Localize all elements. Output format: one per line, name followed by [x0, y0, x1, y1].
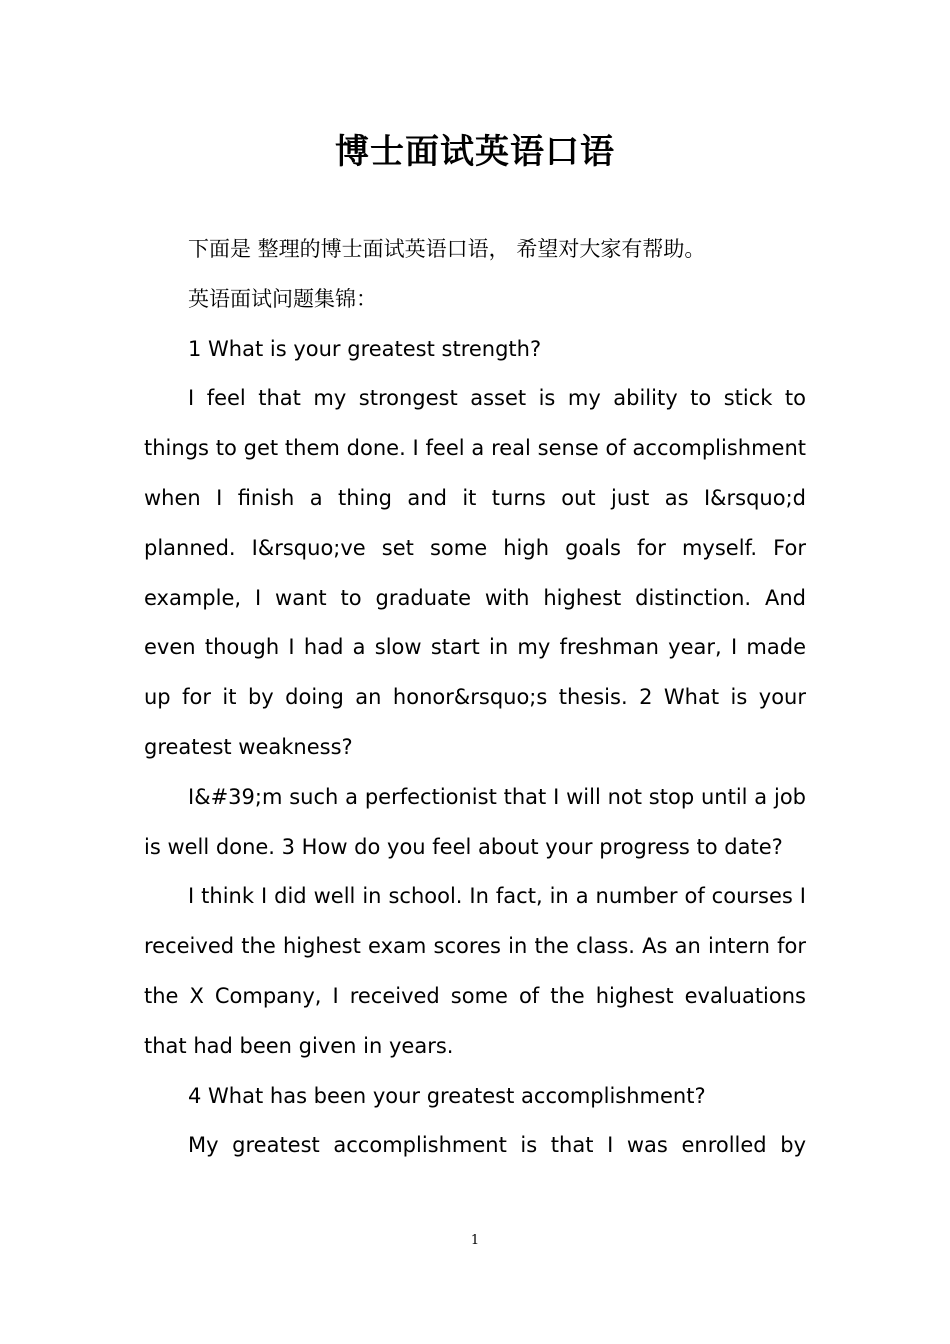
answer-3: I think I did well in school. In fact, in a number of courses I received the highest exam scores in the class. As an intern for the X Company, I received some of the highest evaluations that had been given in years. — [144, 884, 806, 1058]
question-4: 4 What has been your greatest accomplishment? — [188, 1083, 706, 1108]
intro-paragraph: 下面是 整理的博士面试英语口语， 希望对大家有帮助。 — [188, 237, 706, 261]
document-title: 博士面试英语口语 — [335, 132, 615, 172]
question-1: 1 What is your greatest strength? — [188, 336, 542, 361]
section-heading: 英语面试问题集锦： — [188, 286, 377, 311]
document-body — [144, 225, 806, 1171]
answer-4: My greatest accomplishment is that I was enrolled by — [188, 1133, 806, 1158]
answer-1: I feel that my strongest asset is my ability to stick to things to get them done. I feel a real sense of accomplishment when I finish a thing and it turns out just as I&rsquo;d planned. I&rsquo;ve set some high goals for myself. For example, I want to graduate with highest distinction. And even though I had a slow start in my freshman year, I made up for it by doing an honor&rsquo;s thesis. 2 What is your greatest weakness? — [144, 386, 806, 759]
answer-2: I&#39;m such a perfectionist that I will not stop until a job is well done. 3 How do you feel about your progress to date? — [144, 784, 806, 859]
page-number: 1 — [470, 1233, 480, 1248]
